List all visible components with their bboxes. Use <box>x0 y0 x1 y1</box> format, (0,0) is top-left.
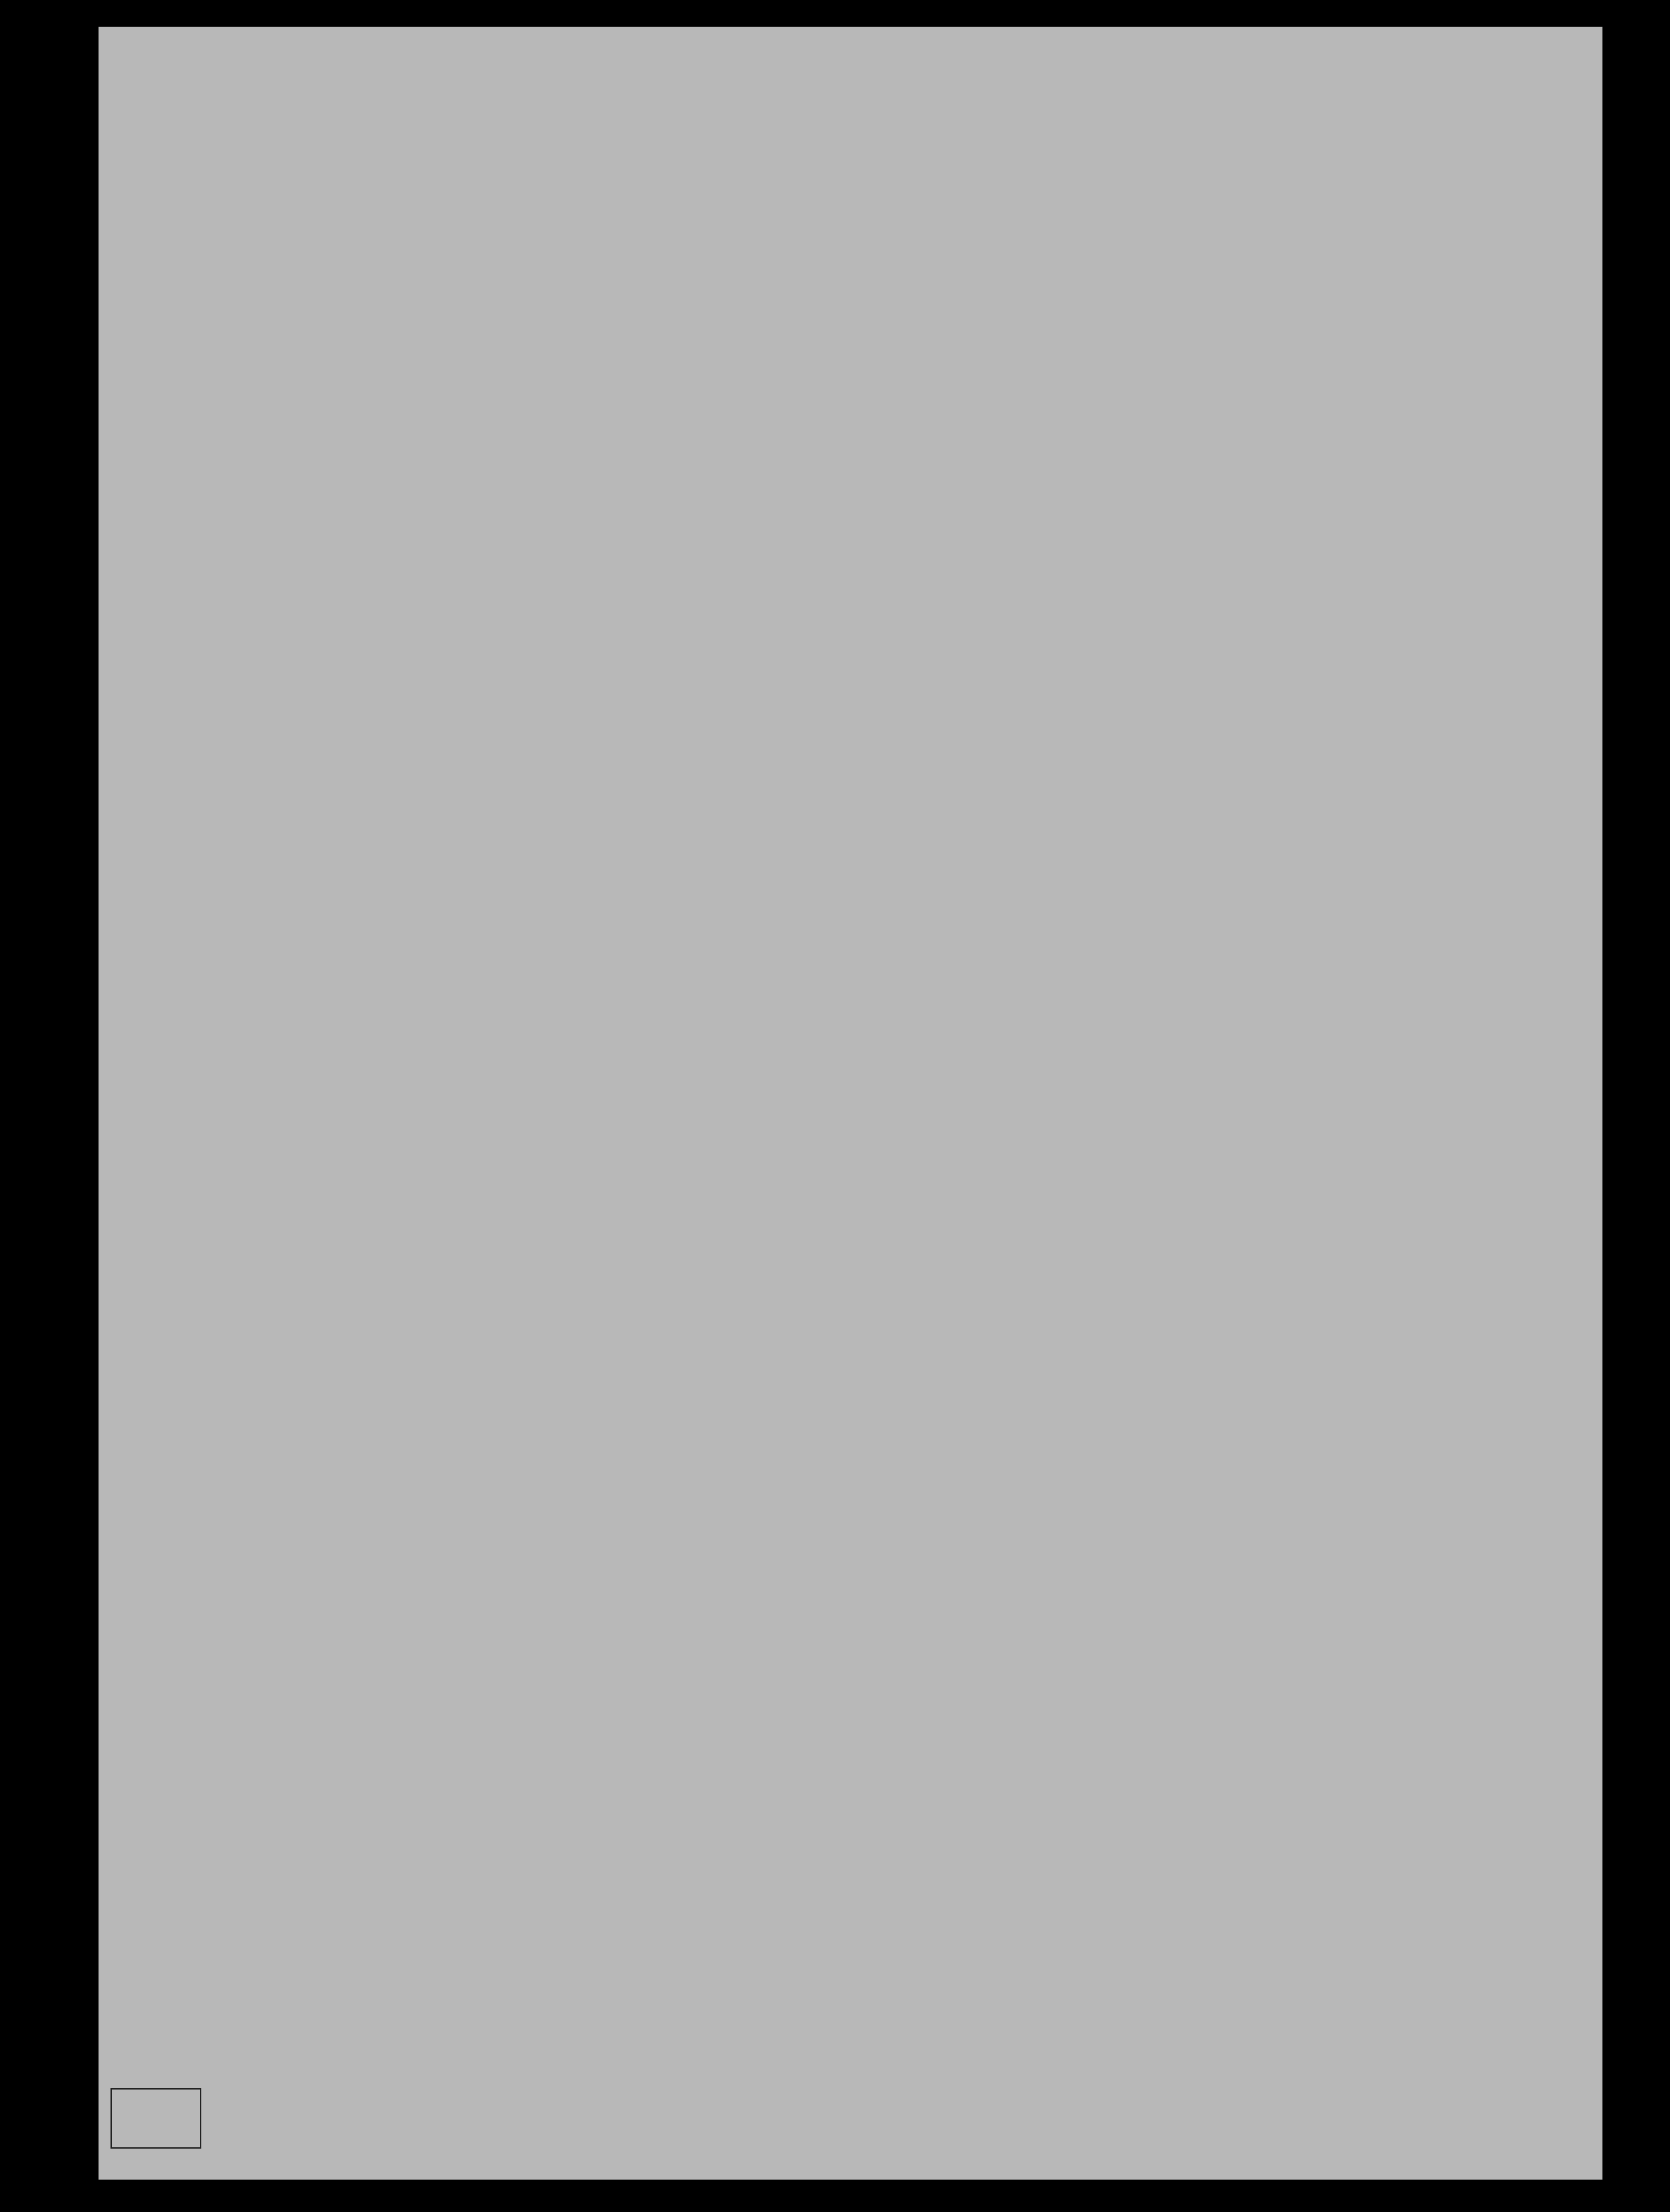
total-number-box <box>110 2088 201 2149</box>
